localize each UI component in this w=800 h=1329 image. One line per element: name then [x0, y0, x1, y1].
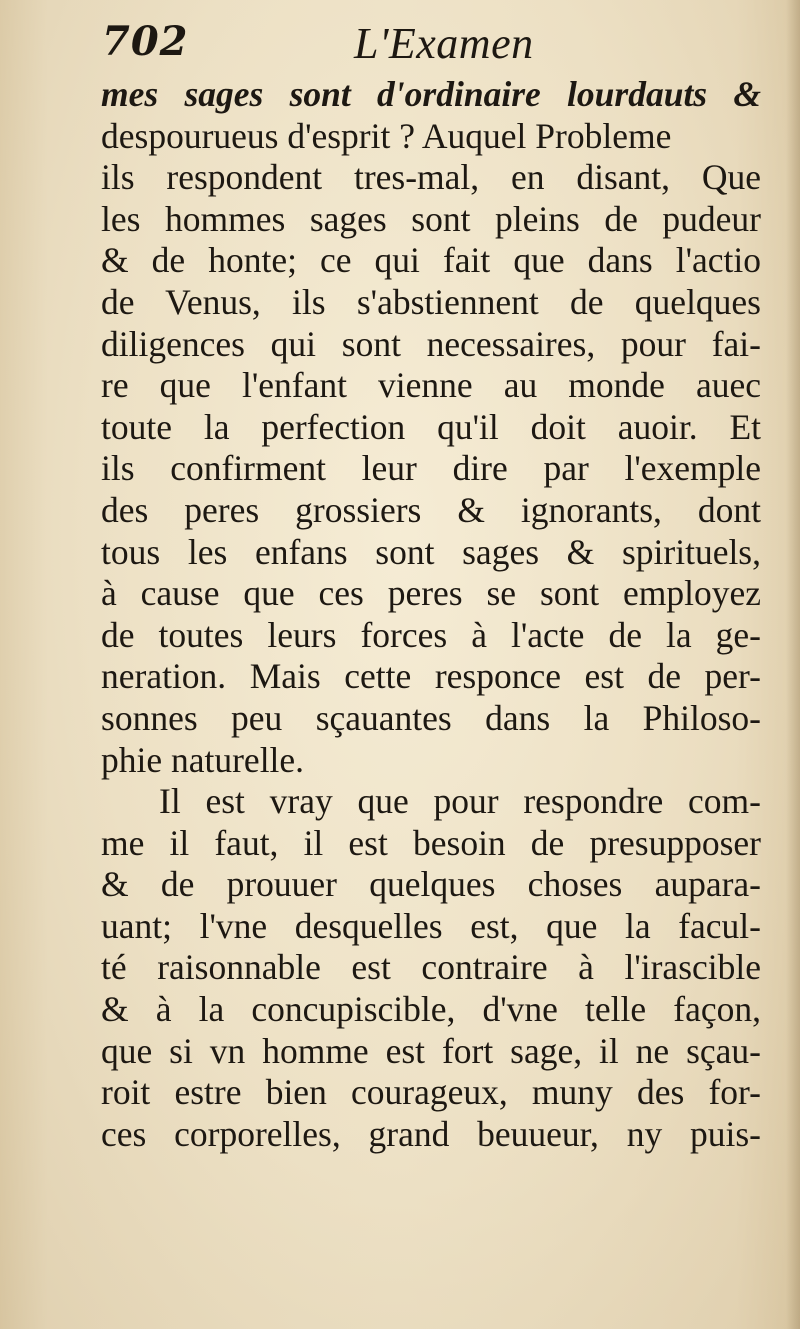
text-line: roit estre bien courageux, muny des for-	[101, 1072, 761, 1113]
text-line: mes sages sont d'ordinaire lourdauts &	[101, 74, 761, 114]
text-line: tous les enfans sont sages & spirituels,	[101, 531, 761, 572]
text-line: diligences qui sont necessaires, pour fai-	[101, 323, 761, 364]
text-line: de toutes leurs forces à l'acte de la ge-	[101, 614, 761, 655]
text-line: sonnes peu sçauantes dans la Philoso-	[101, 697, 761, 738]
text-line: & à la concupiscible, d'vne telle façon,	[101, 989, 761, 1030]
text-line: toute la perfection qu'il doit auoir. Et	[101, 406, 761, 447]
text-line: té raisonnable est contraire à l'irascible	[101, 947, 761, 988]
text-line: despourueus d'esprit ? Auquel Probleme	[101, 115, 672, 156]
page-edge-shadow	[786, 0, 800, 1329]
text-line: uant; l'vne desquelles est, que la facul-	[101, 905, 761, 946]
text-line: re que l'enfant vienne au monde auec	[101, 365, 761, 406]
text-line: ces corporelles, grand beuueur, ny puis-	[101, 1113, 761, 1154]
text-line: neration. Mais cette responce est de per-	[101, 656, 761, 697]
text-line: & de prouuer quelques choses aupara-	[101, 864, 761, 905]
paragraph-1	[101, 74, 761, 781]
text-line: & de honte; ce qui fait que dans l'actio	[101, 240, 761, 281]
text-line: phie naturelle.	[101, 739, 305, 780]
page-number: 702	[102, 18, 189, 65]
text-line: des peres grossiers & ignorants, dont	[101, 489, 761, 530]
running-title: L'Examen	[354, 19, 534, 68]
text-line: me il faut, il est besoin de presupposer	[101, 822, 761, 863]
text-line: Il est vray que pour respondre com-	[159, 781, 761, 822]
text-line: les hommes sages sont pleins de pudeur	[101, 198, 761, 239]
text-line: de Venus, ils s'abstiennent de quelques	[101, 281, 761, 322]
text-line: ils respondent tres-mal, en disant, Que	[101, 157, 761, 198]
page-header	[96, 18, 696, 74]
text-line: ils confirment leur dire par l'exemple	[101, 448, 761, 489]
text-line: à cause que ces peres se sont employez	[101, 573, 761, 614]
text-line: que si vn homme est fort sage, il ne sçau-	[101, 1030, 761, 1071]
body-text	[101, 74, 761, 1155]
paragraph-2	[101, 781, 761, 1155]
